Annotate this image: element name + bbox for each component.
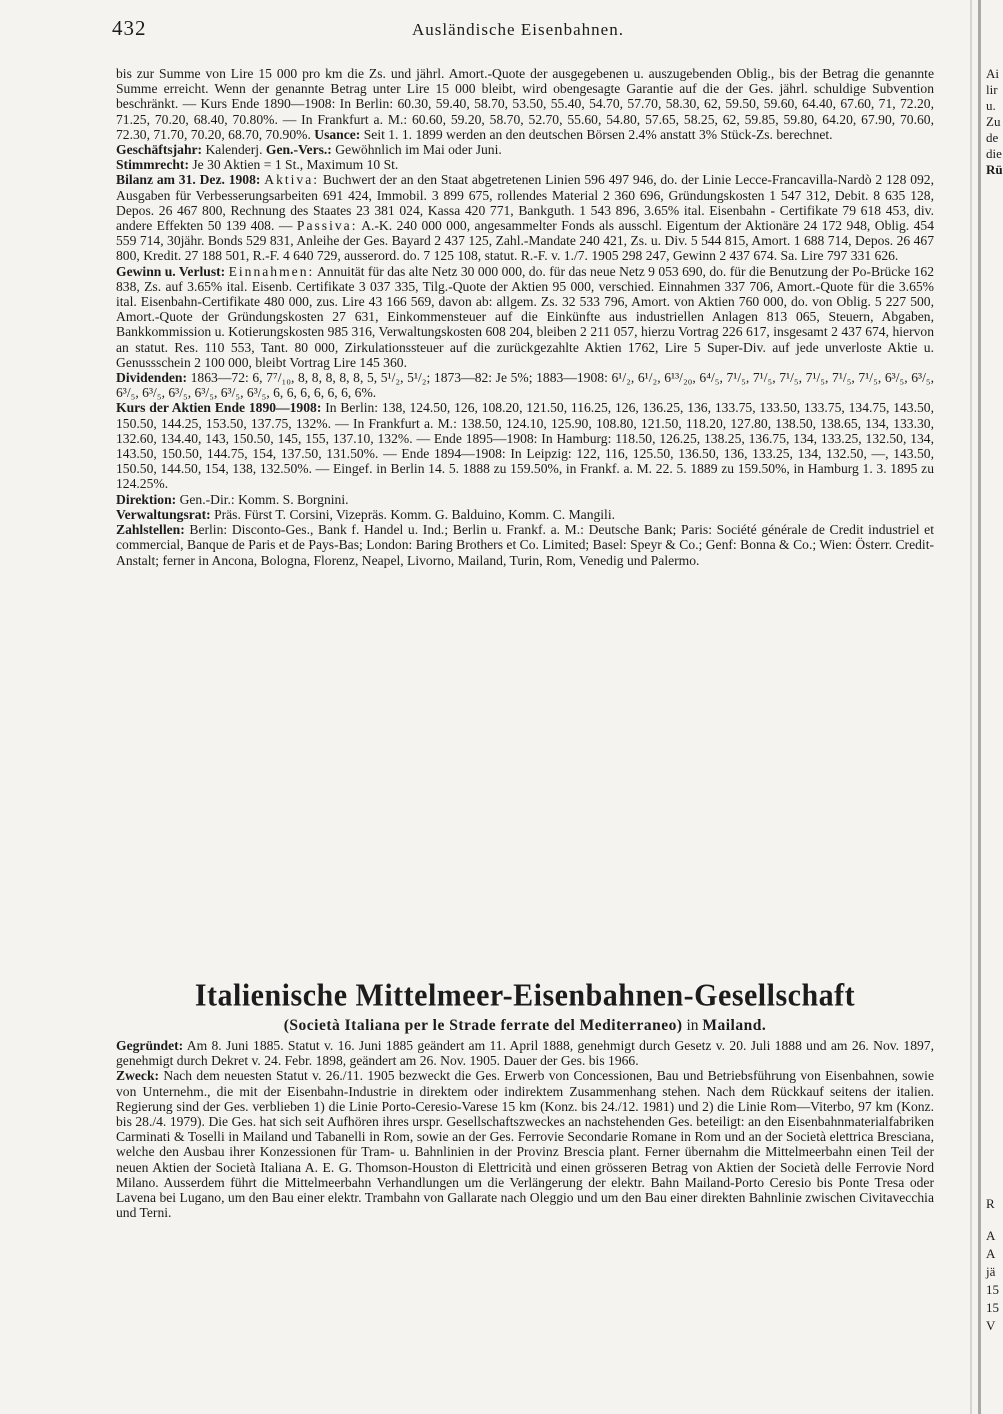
- direktion-label: Direktion:: [116, 491, 177, 507]
- kurs-text: In Berlin: 138, 124.50, 126, 108.20, 121.50, 116.25, 126, 136.25, 136, 133.75, 133.50, 133.75, 134.75, 143.50, 150.50, 144.25, 153.50, 137.75, 132%. — In Frankfurt a. M.: 138.50, 124.10, 125.90, 108.80, 121.50, 118.20, 127.80, 138.50, 138.65, 134, 133.30, 132.60, 134.40, 143, 150.50, 145, 155, 137.10, 132%. — Ende 1895—1908: In Hamburg: 118.50, 126.25, 138.25, 136.75, 134, 133.25, 132.50, 134, 143.50, 150.50, 144.75, 154, 137.50, 131.50%. — Ende 1894—1908: In Leipzig: 122, 116, 125.50, 136.50, 136, 133.25, 134, 132.50, —, 143.50, 150.50, 144.50, 154, 138, 132.50%. — Eingef. in Berlin 14. 5. 1888 zu 159.50%, in Frankf. a. M. 22. 5. 1889 zu 159.50%, in Hamburg 1. 3. 1895 zu 124.25%.: [116, 400, 934, 492]
- direktion-text: Gen.-Dir.: Komm. S. Borgnini.: [179, 491, 349, 507]
- edge-fragment: Rü: [986, 162, 1003, 177]
- gewinn-label: Gewinn u. Verlust:: [116, 263, 226, 279]
- article-subtitle: [116, 1016, 934, 1035]
- dividenden-label: Dividenden:: [116, 370, 188, 386]
- verwaltungsrat-section: [116, 507, 934, 522]
- bilanz-section: [116, 172, 934, 263]
- edge-fragment: jä: [986, 1264, 996, 1279]
- zahlstellen-label: Zahlstellen:: [116, 522, 185, 538]
- geschaeftsjahr-section: [116, 142, 934, 157]
- zweck-section: [116, 1068, 934, 1220]
- passiva-text: A.-K. 240 000 000, angesammelter Fonds als ausschl. Eigentum der Aktionäre 24 172 948, Oblig. 454 559 714, 30jähr. Bonds 529 831, Anleihe der Ges. Bayard 2 437 125, Zahl.-Mandate 240 421, Zs. u. Div. 5 544 815, Amort. 1 688 714, Depos. 26 467 800, Kredit. 27 188 501, R.-F. 4 640 729, ausserord. do. 7 125 108, statut. R.-F. v. 1./7. 1905 298 247, Gewinn 2 437 674. Sa. Lire 797 331 626.: [116, 218, 934, 264]
- edge-fragment: A: [986, 1246, 996, 1261]
- edge-fragment: 15: [986, 1282, 999, 1297]
- direktion-section: [116, 492, 934, 507]
- verwaltungsrat-label: Verwaltungsrat:: [116, 506, 211, 522]
- edge-fragment: R: [986, 1196, 995, 1211]
- running-head: Ausländische Eisenbahnen.: [412, 20, 624, 39]
- kurs-section: [116, 400, 934, 491]
- adjacent-page-edge: [984, 0, 1003, 1414]
- passiva-label: Passiva:: [296, 218, 358, 234]
- dividenden-section: [116, 370, 934, 400]
- verwaltungsrat-text: Präs. Fürst T. Corsini, Vizepräs. Komm. G. Balduino, Komm. C. Mangili.: [214, 506, 616, 522]
- edge-fragment: 15: [986, 1300, 999, 1315]
- page-edge-shadow: [978, 0, 981, 1414]
- subtitle-city: Mailand.: [702, 1017, 767, 1034]
- stimmrecht-text: Je 30 Aktien = 1 St., Maximum 10 St.: [192, 157, 399, 173]
- article-mittelmeer: [116, 980, 934, 1220]
- gewinn-text: Annuität für das alte Netz 30 000 000, do. für das neue Netz 9 053 690, do. für die Benutzung der Po-Brücke 162 838, Zs. auf 3.65% ital. Eisenb. Certifikate 3 037 335, Tilg.-Quote der Aktien 95 000, verschied. Einnahmen 337 706, Amort.-Quote für die 3.65% ital. Eisenbahn-Certifikate 480 000, zus. Lire 43 166 569, davon ab: allgem. Zs. 32 533 796, Amort. von Aktien 760 000, do. von Oblig. 5 227 500, Amort.-Quote der Gründungskosten 27 631, Einkommensteuer auf die Einkünfte aus industriellen Anlagen 813 065, Steuern, Abgaben, Bankkommission u. Kotierungskosten 985 316, Verwaltungskosten 608 204, bleiben 2 211 057, hierzu Vortrag 226 617, insgesamt 2 437 674, hiervon an statut. Res. 110 553, Tant. 80 000, Zirkulationssteuer auf die zurückgezahlte Aktien 1762, Lire 5 Super-Div. auf jede unverloste Aktie u. Genussschein 2 100 000, bleibt Vortrag Lire 145 360.: [116, 263, 935, 370]
- edge-fragment: V: [986, 1318, 996, 1333]
- zweck-label: Zweck:: [116, 1068, 160, 1084]
- edge-fragment: A: [986, 1228, 996, 1243]
- gegruendet-text: Am 8. Juni 1885. Statut v. 16. Juni 1885 geändert am 11. April 1888, genehmigt durch Gesetz v. 20. Juli 1888 und am 26. Nov. 1897, genehmigt durch Dekret v. 24. Febr. 1898, geändert am 26. Nov. 1905. Dauer der Ges. bis 1966.: [116, 1038, 934, 1069]
- aktiva-label: Aktiva:: [264, 172, 320, 188]
- usance-label: Usance:: [314, 126, 361, 142]
- edge-fragment: lir: [986, 82, 998, 97]
- aktiva-text: Buchwert der an den Staat abgetretenen Linien 596 497 946, do. der Linie Lecce-Francavilla-Nardò 2 128 092, Ausgaben für Verbesserungsarbeiten 691 424, Immobil. 3 899 675, rollendes Material 2 360 696, Gründungskosten 1 547 312, Debit. 8 635 128, Depos. 26 467 800, Rechnung des Staates 23 381 024, Kassa 420 771, Bankguth. 1 543 896, 3.65% ital. Eisenbahn - Certifikate 79 618 453, div. andere Effekten 50 139 408. —: [116, 172, 934, 234]
- kurs-label: Kurs der Aktien Ende 1890—1908:: [116, 400, 322, 416]
- bilanz-label: Bilanz am 31. Dez. 1908:: [116, 172, 261, 188]
- page-header: [112, 12, 952, 46]
- zahlstellen-section: [116, 522, 934, 568]
- page-gutter-line: [970, 0, 972, 1414]
- geschaeftsjahr-label: Geschäftsjahr:: [116, 142, 203, 158]
- article-title: Italienische Mittelmeer-Eisenbahnen-Gesellschaft: [194, 978, 856, 1013]
- edge-fragment: de: [986, 130, 999, 145]
- stimmrecht-section: [116, 157, 934, 172]
- genvers-label: Gen.-Vers.:: [265, 142, 332, 158]
- genvers-text: Gewöhnlich im Mai oder Juni.: [335, 142, 502, 158]
- einnahmen-label: Einnahmen:: [228, 263, 315, 279]
- edge-fragment: u.: [986, 98, 996, 113]
- intro-text: bis zur Summe von Lire 15 000 pro km die Zs. und jährl. Amort.-Quote der ausgegebenen u. auszugebenden Oblig., bis der Betrag die genannte Summe erreicht. Wenn der genannte Betrag unter Lire 15 000 bleibt, wird obengesagte Garantie auf die der Ges. jährl. schuldige Subvention beschränkt. — Kurs Ende 1890—1908: In Berlin: 60.30, 59.40, 58.70, 53.50, 55.40, 54.70, 57.70, 58.30, 62, 59.50, 59.60, 64.40, 67.60, 71, 72.20, 71.25, 70.20, 68.40, 70.80%. — In Frankfurt a. M.: 60.60, 59.20, 58.70, 52.70, 55.60, 54.80, 57.65, 58.25, 62, 59.85, 59.80, 64.20, 67.90, 70.60, 72.30, 71.70, 70.20, 68.70, 70.90%.: [116, 66, 934, 142]
- dividenden-text: 1863—72: 6, 7⁷/₁₀, 8, 8, 8, 8, 8, 5, 5¹/₂, 5¹/₂; 1873—82: Je 5%; 1883—1908: 6¹/₂, 6¹/₂, 6¹³/₂₀, 6⁴/₅, 7¹/₅, 7¹/₅, 7¹/₅, 7¹/₅, 7¹/₅, 7¹/₅, 6³/₅, 6³/₅, 6³/₅, 6³/₅, 6³/₅, 6³/₅, 6³/₅, 6³/₅, 6, 6, 6, 6, 6, 6, 6%.: [116, 370, 934, 401]
- edge-fragment: Ai: [986, 66, 999, 81]
- gewinn-section: [116, 264, 934, 370]
- article-continued: [116, 66, 934, 568]
- geschaeftsjahr-text: Kalenderj.: [205, 142, 263, 158]
- gegruendet-section: [116, 1038, 934, 1068]
- intro-paragraph: [116, 66, 934, 142]
- stimmrecht-label: Stimmrecht:: [116, 157, 189, 173]
- edge-fragment: die: [986, 146, 1002, 161]
- zweck-text: Nach dem neuesten Statut v. 26./11. 1905 bezweckt die Ges. Erwerb von Concessionen, Bau und Betriebsführung von Eisenbahnen, sowie von Unternehm., die mit der Eisenbahn-Industrie in direktem oder indirektem Zusammenhang stehen. Nach dem Rückkauf seitens der italien. Regierung sind der Ges. verblieben 1) die Linie Porto-Ceresio-Varese 15 km (Konz. bis 24./12. 1981) und 2) die Linie Rom—Viterbo, 97 km (Konz. bis 28./4. 1979). Die Ges. hat sich seit Aufhören ihres urspr. Gesellschaftszweckes an nachstehenden Ges. beteiligt: an den Eisenbahnmaterialfabriken Carminati & Toselli in Mailand und Tabanelli in Rom, sowie an der Ges. Ferrovie Secondarie Romane in Rom und an der Società elettrica Bresciana, welche den Ausbau ihrer Konzessionen für Tram- u. Bahnlinien in der Provinz Brescia plant. Ferner übernahm die Mittelmeerbahn einen Teil der neuen Aktien der Società Italiana A. E. G. Thomson-Houston di Elettricità und einen grösseren Betrag von Aktien der Società delle Ferrovie Nord Milano. Ausserdem führt die Mittelmeerbahn Verhandlungen um die Verlängerung der elektr. Bahn Mailand-Porto Ceresio bis Ponte Tresa oder Lavena bei Lugano, um den Bau einer elektr. Trambahn von Gallarate nach Oleggio und um den Bau einer direkten Bahnlinie zwischen Civitavecchia und Terni.: [116, 1068, 934, 1221]
- page-number: 432: [112, 16, 147, 40]
- gegruendet-label: Gegründet:: [116, 1038, 184, 1053]
- subtitle-in: in: [686, 1017, 699, 1034]
- subtitle-italian-name: (Società Italiana per le Strade ferrate del Mediterraneo): [283, 1017, 683, 1034]
- zahlstellen-text: Berlin: Disconto-Ges., Bank f. Handel u. Ind.; Berlin u. Frankf. a. M.: Deutsche Bank; Paris: Société générale de Credit industriel et commercial, Banque de Paris et de Pays-Bas; London: Baring Brothers et Co. Limited; Basel: Speyr & Co.; Genf: Bonna & Co.; Wien: Österr. Credit-Anstalt; ferner in Ancona, Bologna, Florenz, Neapel, Livorno, Mailand, Turin, Rom, Venedig und Palermo.: [116, 522, 934, 568]
- edge-fragment: Zu: [986, 114, 1001, 129]
- usance-text: Seit 1. 1. 1899 werden an den deutschen Börsen 2.4% anstatt 3% Stück-Zs. berechnet.: [363, 126, 833, 142]
